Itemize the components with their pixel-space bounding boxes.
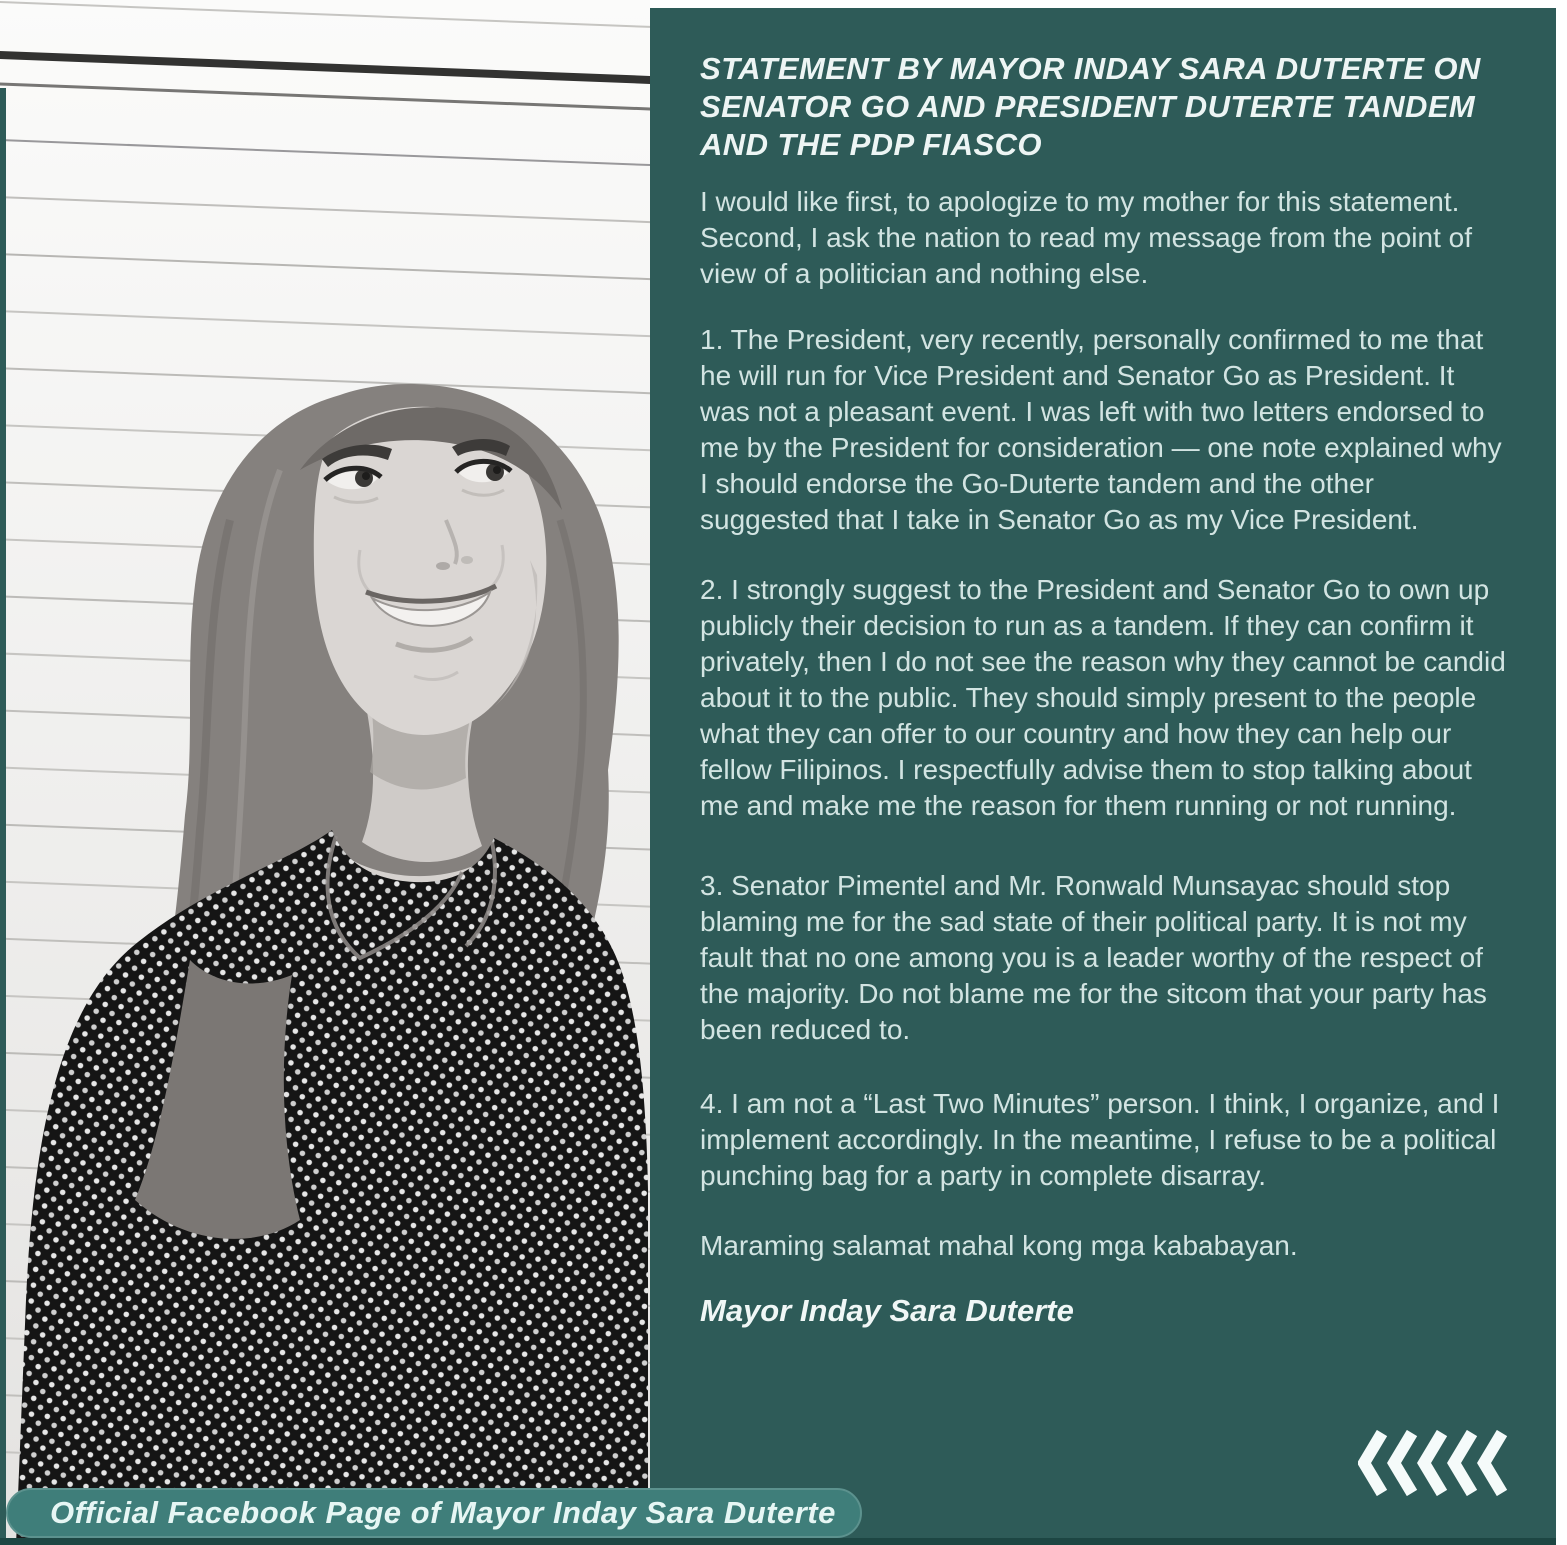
portrait-illustration: [0, 0, 650, 1545]
bottom-border-strip: [0, 1538, 1556, 1545]
statement-signature: Mayor Inday Sara Duterte: [700, 1293, 1074, 1328]
chevrons-icon: [1358, 1430, 1510, 1496]
portrait-photo: [0, 0, 650, 1545]
page-credit-text: Official Facebook Page of Mayor Inday Sara Duterte: [50, 1495, 836, 1530]
statement-title: STATEMENT BY MAYOR INDAY SARA DUTERTE ON SENATOR GO AND PRESIDENT DUTERTE TANDEM AND THE PDP FIASCO: [700, 51, 1481, 162]
page-credit-badge: [6, 1488, 862, 1538]
statement-closing: Maraming salamat mahal kong mga kababayan.: [700, 1230, 1298, 1261]
statement-panel: [650, 8, 1556, 1538]
statement-point-4: 4. I am not a “Last Two Minutes” person. I think, I organize, and I implement accordingly. In the meantime, I refuse to be a political punching bag for a party in complete disarray.: [700, 1088, 1500, 1191]
statement-intro-paragraph: I would like first, to apologize to my mother for this statement. Second, I ask the nation to read my message from the point of view of a politician and nothing else.: [700, 186, 1472, 289]
statement-point-1: 1. The President, very recently, personally confirmed to me that he will run for Vice President and Senator Go as President. It was not a pleasant event. I was left with two letters endorsed to me by the President for consideration — one note explained why I should endorse the Go-Duterte tandem and the other suggested that I take in Senator Go as my Vice President.: [700, 324, 1502, 535]
statement-point-2: 2. I strongly suggest to the President and Senator Go to own up publicly their decision to run as a tandem. If they can confirm it privately, then I do not see the reason why they cannot be candid about it to the public. They should simply present to the people what they can offer to our country and how they can help our fellow Filipinos. I respectfully advise them to stop talking about me and make me the reason for them running or not running.: [700, 574, 1506, 821]
left-border-strip: [0, 88, 6, 1545]
statement-point-3: 3. Senator Pimentel and Mr. Ronwald Munsayac should stop blaming me for the sad state of their political party. It is not my fault that no one among you is a leader worthy of the respect of the majority. Do not blame me for the sitcom that your party has been reduced to.: [700, 870, 1487, 1045]
